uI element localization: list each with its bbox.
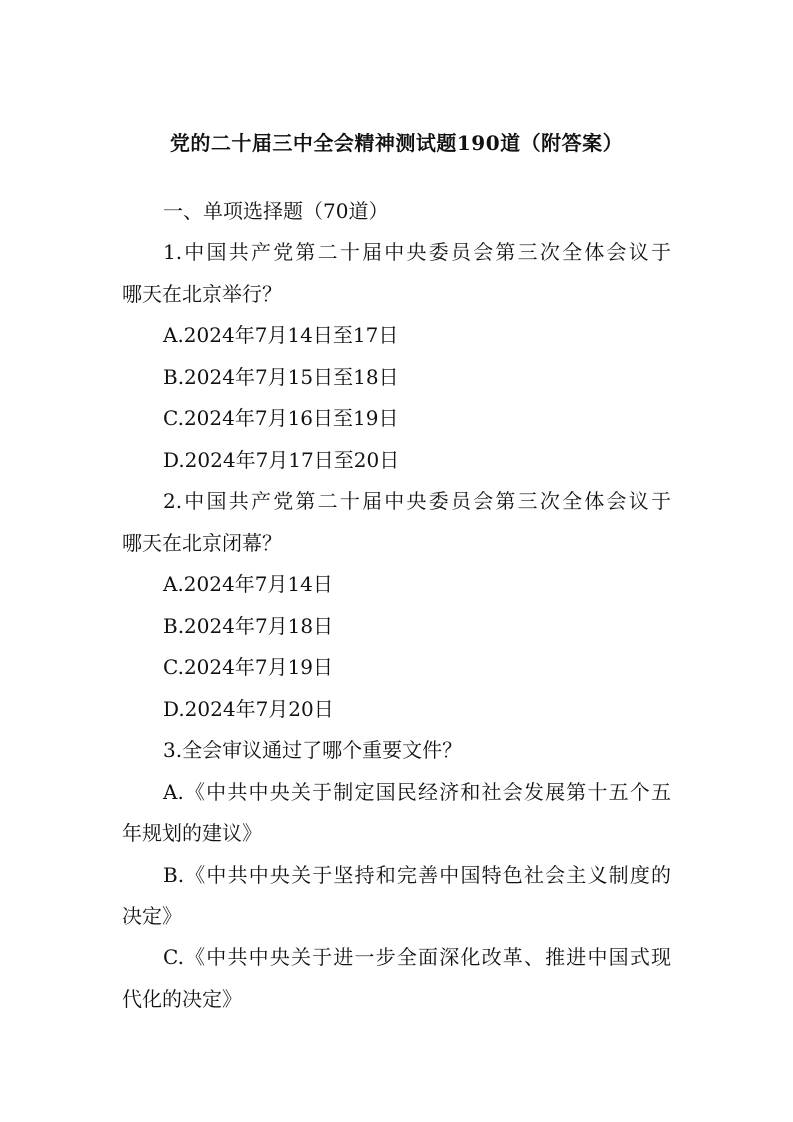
document-title: 党的二十届三中全会精神测试题190道（附答案） [169, 131, 624, 155]
question-3-option-c-line-2: 代化的决定》 [122, 986, 242, 1011]
question-3-option-c-line-1: C.《中共中央关于进一步全面深化改革、推进中国式现 [163, 945, 671, 970]
question-2-option-d: D.2024年7月20日 [163, 696, 334, 721]
question-3-option-b-line-1: B.《中共中央关于坚持和完善中国特色社会主义制度的 [163, 862, 671, 887]
question-1-option-b: B.2024年7月15日至18日 [163, 364, 399, 389]
question-1-stem-line-1: 1.中国共产党第二十届中央委员会第三次全体会议于 [163, 240, 671, 265]
question-3-option-b-line-2: 决定》 [122, 903, 182, 928]
question-2-option-a: A.2024年7月14日 [163, 572, 333, 597]
question-2-stem-line-2: 哪天在北京闭幕？ [122, 530, 282, 555]
question-2-option-b: B.2024年7月18日 [163, 613, 334, 638]
question-1-option-d: D.2024年7月17日至20日 [163, 447, 400, 472]
document-body [122, 191, 671, 1020]
question-1-option-a: A.2024年7月14日至17日 [163, 323, 399, 348]
question-2-stem-line-1: 2.中国共产党第二十届中央委员会第三次全体会议于 [163, 489, 671, 514]
question-2-option-c: C.2024年7月19日 [163, 655, 334, 680]
question-3-option-a-line-1: A.《中共中央关于制定国民经济和社会发展第十五个五 [163, 779, 671, 804]
question-3-option-a-line-2: 年规划的建议》 [122, 821, 262, 846]
section-heading: 一、单项选择题（70道） [163, 199, 389, 223]
question-3-stem-line-1: 3.全会审议通过了哪个重要文件？ [163, 738, 463, 763]
question-1-stem-line-2: 哪天在北京举行？ [122, 281, 282, 306]
question-1-option-c: C.2024年7月16日至19日 [163, 406, 399, 431]
